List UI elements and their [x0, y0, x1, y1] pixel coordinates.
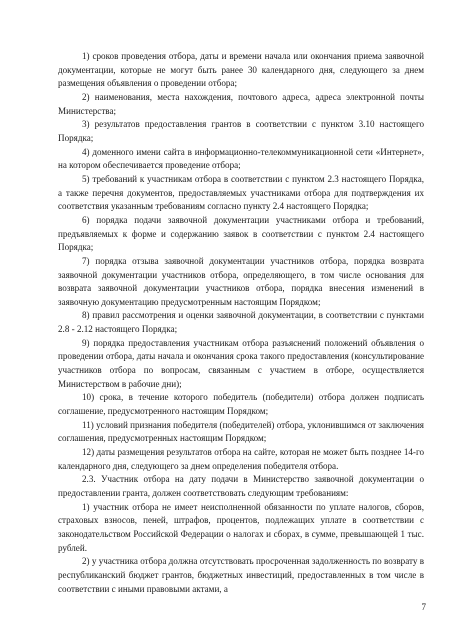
paragraph-item-4: 4) доменного имени сайта в информационно-телекоммуникационной сети «Интернет», на котором обеспечивается проведение отбора; [58, 146, 424, 171]
document-body [58, 50, 424, 596]
paragraph-item-7: 7) порядка отзыва заявочной документации участников отбора, порядка возврата заявочной документации участников отбора, определяющего, в том числе основания для возврата заявочной документации участников отбора, порядка внесения изменений в заявочную документацию предусмотренным настоящим Порядком; [58, 255, 424, 307]
paragraph-item-10: 10) срока, в течение которого победитель (победители) отбора должен подписать соглашение, предусмотренного настоящим Порядком; [58, 392, 424, 417]
page-number: 7 [421, 602, 426, 612]
paragraph-item-1: 1) сроков проведения отбора, даты и времени начала или окончания приема заявочной документации, которые не могут быть ранее 30 календарного дня, следующего за днем размещения объявления о проведении отбора; [58, 51, 424, 89]
paragraph-item-8: 8) правил рассмотрения и оценки заявочной документации, в соответствии с пунктами 2.8 - 2.12 настоящего Порядка; [58, 310, 424, 335]
paragraph-item-6: 6) порядка подачи заявочной документации участниками отбора и требований, предъявляемых к форме и содержанию заявок в соответствии с пунктом 2.4 настоящего Порядка; [58, 214, 424, 253]
section-2-3-paragraph: 2.3. Участник отбора на дату подачи в Министерство заявочной документации о предоставлении гранта, должен соответствовать следующим требованиям: [58, 474, 424, 498]
paragraph-item-5: 5) требований к участникам отбора в соответствии с пунктом 2.3 настоящего Порядка, а также перечня документов, предоставляемых участниками отбора для подтверждения их соответствия указанным требованиям согласно пункту 2.4 настоящего Порядка; [58, 173, 424, 212]
paragraph-item-11: 11) условий признания победителя (победителей) отбора, уклонившимся от заключения соглашения, предусмотренных настоящим Порядком; [58, 419, 424, 444]
requirement-item-1: 1) участник отбора не имеет неисполненной обязанности по уплате налогов, сборов, страховых взносов, пеней, штрафов, процентов, подлежащих уплате в соответствии с законодательством Российской Федерации о налогах и сборах, в сумме, превышающей 1 тыс. рублей. [58, 501, 424, 553]
requirement-item-2: 2) у участника отбора должна отсутствовать просроченная задолженность по возврату в республиканский бюджет грантов, бюджетных инвестиций, предоставленных в том числе в соответствии с иными правовыми актами, а [58, 556, 424, 594]
paragraph-item-9: 9) порядка предоставления участникам отбора разъяснений положений объявления о проведении отбора, даты начала и окончания срока такого предоставления (консультирование участников отбора по вопросам, связанным с участием в отборе, осуществляется Министерством в рабочие дни); [58, 337, 424, 389]
paragraph-item-12: 12) даты размещения результатов отбора на сайте, которая не может быть позднее 14-го календарного дня, следующего за днем определения победителя отбора. [58, 447, 424, 471]
paragraph-item-2: 2) наименования, места нахождения, почтового адреса, адреса электронной почты Министерства; [58, 91, 424, 116]
paragraph-item-3: 3) результатов предоставления грантов в соответствии с пунктом 3.10 настоящего Порядка; [58, 119, 424, 143]
